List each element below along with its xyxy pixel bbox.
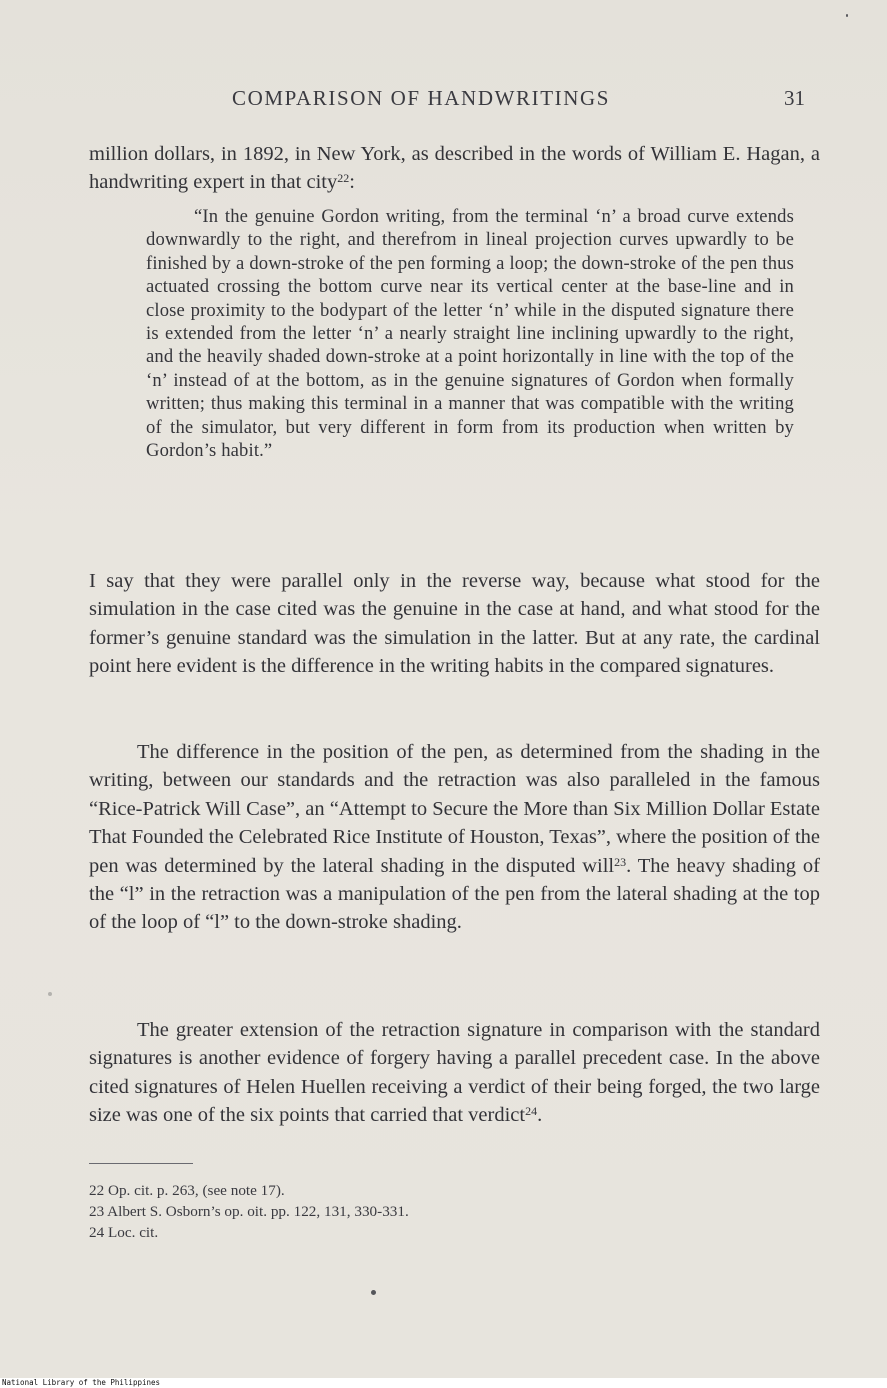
footnote-ref-23: 23 bbox=[614, 854, 627, 869]
ink-speck bbox=[48, 992, 52, 996]
intro-end: : bbox=[349, 171, 355, 194]
ink-speck bbox=[846, 14, 848, 17]
intro-paragraph bbox=[89, 140, 820, 197]
footnote-ref-24: 24 bbox=[525, 1104, 538, 1119]
paragraph-2-text-a: The difference in the position of the pen, as determined from the shading in the writing, between our standards and the retraction was also paralleled in the famous “Rice-Patrick Will Case”, an “Attempt to Secure the More than Six Million Dollar Estate That Founded the Celebrated Rice Institute of Houston, Texas”, where the position of the pen was determined by the lateral shading in the disputed will bbox=[89, 741, 820, 877]
running-title: COMPARISON OF HANDWRITINGS bbox=[232, 86, 611, 110]
page-header bbox=[0, 86, 887, 122]
paragraph-2-text-b: . The heavy shading of the “l” in the retraction was a manipulation of the pen from the lateral shading at the top of the loop of “l” to the down-stroke shading. bbox=[89, 854, 820, 934]
intro-text: million dollars, in 1892, in New York, as described in the words of William E. Hagan, a handwriting expert in that city bbox=[89, 143, 820, 194]
footnote-rule bbox=[89, 1163, 193, 1164]
paragraph-3-text: The greater extension of the retraction signature in comparison with the standard signatures is another evidence of forgery having a parallel precedent case. In the above cited signatures of Helen Huellen receiving a verdict of their being forged, the two large size was one of the six points that carried that verdict bbox=[89, 1019, 820, 1127]
block-quote: “In the genuine Gordon writing, from the terminal ‘n’ a broad curve extends downwardly to the right, and therefrom in lineal projection curves upwardly to be finished by a down-stroke of the pen forming a loop; the down-stroke of the pen thus actuated crossing the bottom curve near its vertical center at the base-line and in close proximity to the bodypart of the letter ‘n’ while in the disputed signature there is extended from the letter ‘n’ a nearly straight line inclining upwardly to the right, and the heavily shaded down-stroke at a point horizontally in line with the top of the ‘n’ instead of at the bottom, as in the genuine signatures of Gordon when formally written; thus making this terminal in a manner that was compatible with the writing of the simulator, but very different in form from its production when written by Gordon’s habit.” bbox=[146, 206, 794, 462]
footnote-ref-22: 22 bbox=[337, 171, 350, 186]
paragraph-3-end: . bbox=[537, 1104, 543, 1127]
paragraph-3 bbox=[89, 1016, 820, 1130]
ink-speck bbox=[371, 1290, 376, 1295]
library-imprint bbox=[0, 1378, 887, 1388]
page-number: 31 bbox=[784, 86, 805, 110]
footnotes bbox=[89, 1180, 689, 1243]
imprint-text: National Library of the Philippines bbox=[2, 1378, 161, 1387]
footnote-23: 23 Albert S. Osborn’s op. oit. pp. 122, 131, 330-331. bbox=[89, 1203, 409, 1220]
footnote-22: 22 Op. cit. p. 263, (see note 17). bbox=[89, 1182, 285, 1199]
paragraph-2 bbox=[89, 738, 820, 937]
paragraph-1: I say that they were parallel only in the reverse way, because what stood for the simulation in the case cited was the genuine in the case at hand, and what stood for the former’s genuine standard was the simulation in the latter. But at any rate, the cardinal point here evident is the difference in the writing habits in the compared signatures. bbox=[89, 570, 820, 678]
footnote-24: 24 Loc. cit. bbox=[89, 1224, 159, 1241]
